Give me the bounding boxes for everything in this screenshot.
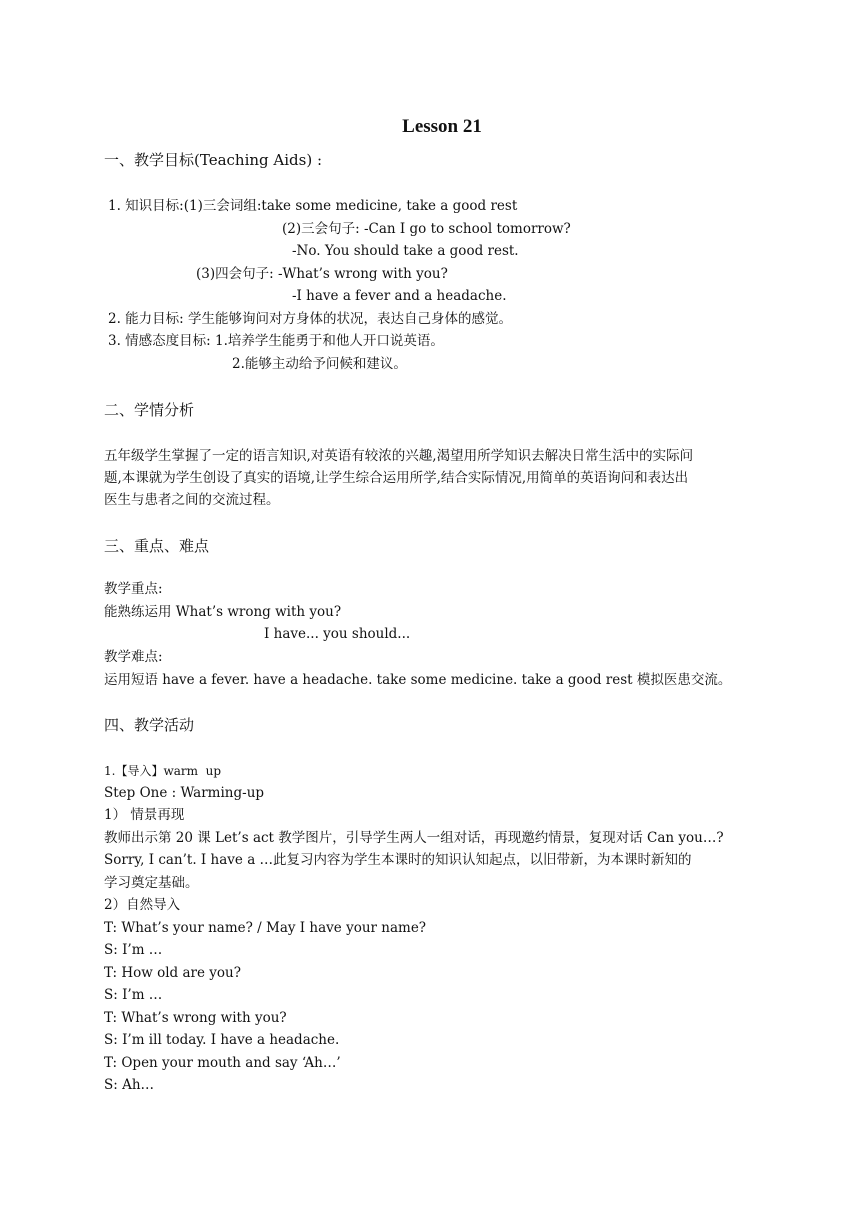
analysis-paragraph-line: 医生与患者之间的交流过程。 — [104, 492, 280, 508]
difficult-point-label: 教学难点: — [104, 649, 163, 665]
dialogue-line: T: What’s your name? / May I have your name? — [104, 920, 427, 936]
activity-line: 教师出示第 20 课 Let’s act 教学图片，引导学生两人一组对话，再现邀约情景，复现对话 Can you…? — [104, 830, 724, 846]
four-skill-answer-line: -I have a fever and a headache. — [292, 288, 507, 304]
key-point-line: 能熟练运用 What’s wrong with you? — [104, 604, 342, 620]
analysis-paragraph-line: 五年级学生掌握了一定的语言知识,对英语有较浓的兴趣,渴望用所学知识去解决日常生活中的实际问 — [104, 448, 694, 464]
page-title: Lesson 21 — [402, 116, 482, 137]
dialogue-line: T: How old are you? — [104, 965, 241, 981]
key-point-pattern: I have... you should... — [264, 626, 411, 642]
activity-line: Step One : Warming-up — [104, 785, 265, 801]
section-1-heading: 一、教学目标(Teaching Aids) : — [104, 151, 323, 169]
activity-line: 2）自然导入 — [104, 897, 181, 913]
dialogue-line: T: Open your mouth and say ‘Ah…’ — [104, 1055, 341, 1071]
dialogue-line: T: What’s wrong with you? — [104, 1010, 287, 1026]
dialogue-line: S: Ah… — [104, 1077, 155, 1093]
dialogue-line: S: I’m … — [104, 987, 163, 1003]
activity-line: 学习奠定基础。 — [104, 875, 199, 891]
activity-line: Sorry, I can’t. I have a …此复习内容为学生本课时的知识认知起点，以旧带新，为本课时新知的 — [104, 852, 692, 868]
sentence-answer-line: -No. You should take a good rest. — [292, 243, 519, 259]
analysis-paragraph-line: 题,本课就为学生创设了真实的语境,让学生综合运用所学,结合实际情况,用简单的英语询问和表达出 — [104, 470, 689, 486]
four-skill-sentence-line: (3)四会句子: -What’s wrong with you? — [196, 266, 448, 282]
section-2-heading: 二、学情分析 — [104, 401, 195, 419]
dialogue-line: S: I’m ill today. I have a headache. — [104, 1032, 340, 1048]
knowledge-goal-line: 1. 知识目标:(1)三会词组:take some medicine, take a good rest — [108, 198, 518, 214]
ability-goal-line: 2. 能力目标: 学生能够询问对方身体的状况，表达自己身体的感觉。 — [108, 311, 513, 327]
key-point-label: 教学重点: — [104, 581, 163, 597]
activity-line: 1） 情景再现 — [104, 807, 185, 823]
sentence-goal-line: (2)三会句子: -Can I go to school tomorrow? — [282, 221, 571, 237]
attitude-goal-line: 3. 情感态度目标: 1.培养学生能勇于和他人开口说英语。 — [108, 333, 444, 349]
section-3-heading: 三、重点、难点 — [104, 537, 210, 555]
difficult-point-line: 运用短语 have a fever. have a headache. take some medicine. take a good rest 模拟医患交流。 — [104, 672, 732, 688]
dialogue-line: S: I’m … — [104, 942, 163, 958]
section-4-heading: 四、教学活动 — [104, 716, 195, 734]
warm-up-label: 1.【导入】warm up — [104, 764, 222, 778]
attitude-goal-line-2: 2.能够主动给予问候和建议。 — [232, 356, 407, 372]
